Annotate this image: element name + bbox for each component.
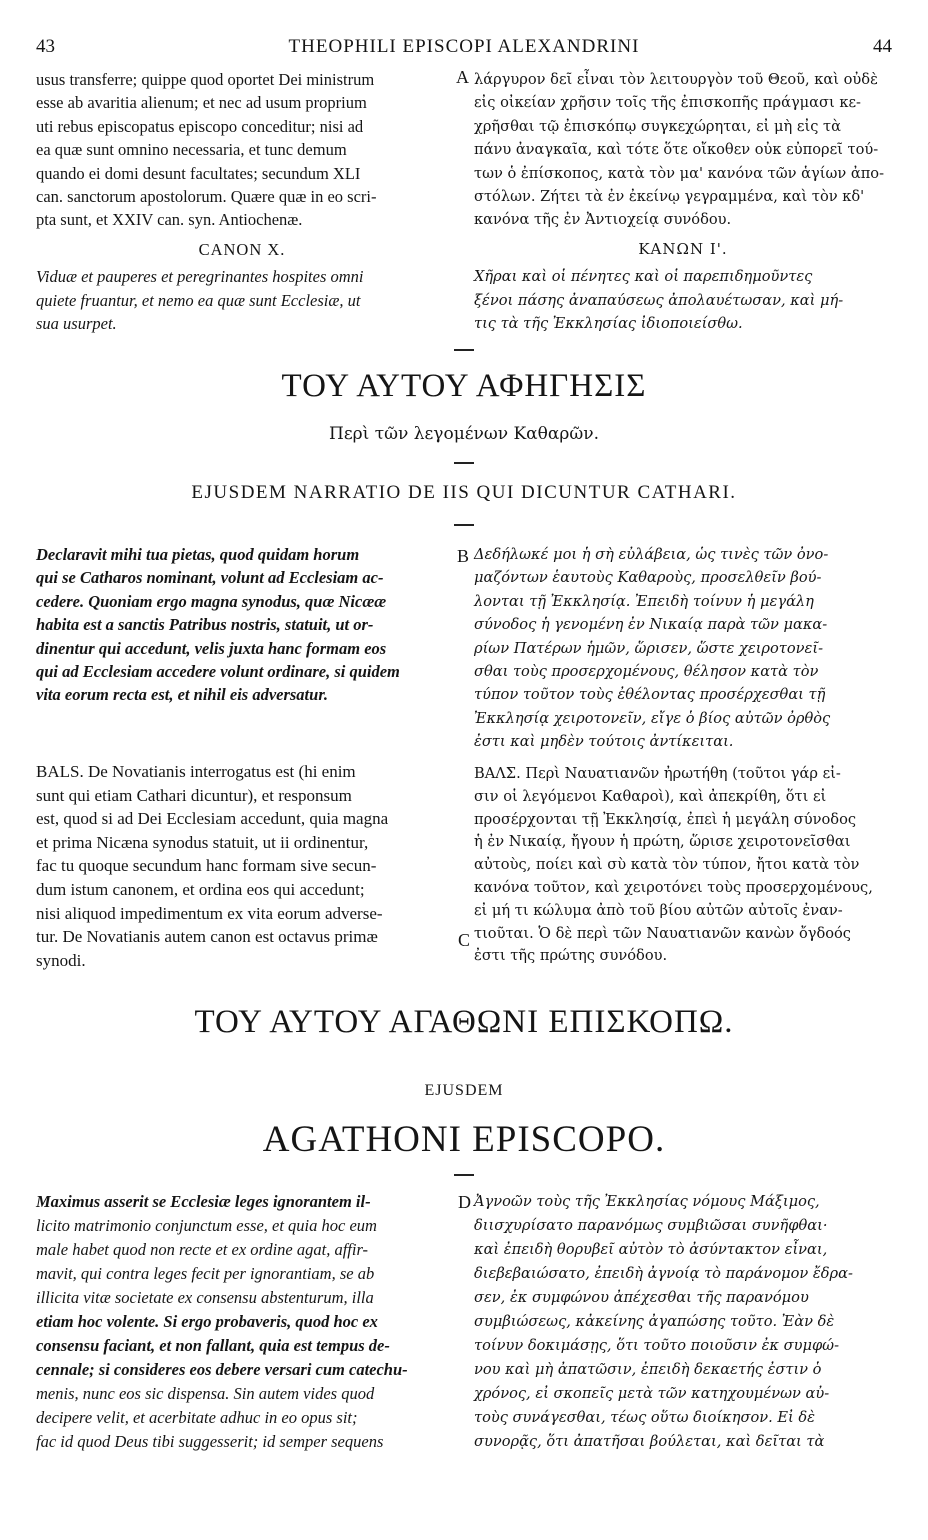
greek-line: ἐστι καὶ μηδὲν τούτοις ἀντίκειται. [474,733,734,751]
latin-line: dinentur qui accedunt, velis juxta hanc formam eos [36,638,387,658]
section3-greek-title: ΤΟΥ ΑΥΤΟΥ ΑΓΑΘΩΝΙ ΕΠΙΣΚΟΠΩ. [194,1004,734,1040]
greek-line: τύπον τοῦτον τοὺς ἐθέλοντας προσέρχεσθαι τῇ [474,686,826,704]
section2-latin-title: EJUSDEM NARRATIO DE IIS QUI DICUNTUR CATHARI. [191,482,737,503]
greek-line: μαζόντων ἑαυτοὺς Καθαροὺς, προσελθεῖν βού- [474,569,822,587]
section3-greek-column [474,1190,892,1454]
page-number-right: 44 [873,36,892,57]
greek-line: νου καὶ μὴ ἀπατῶσιν, ἐπειδὴ δεκαετής ἐστιν ὁ [474,1361,822,1378]
greek-line: εἰς οἰκείαν χρῆσιν τοῖς τῆς ἐπισκοπῆς πράγμασι κε- [474,94,861,112]
section2-greek-subtitle: Περὶ τῶν λεγομένων Καθαρῶν. [329,424,599,444]
balsamon-greek-column [474,763,892,968]
latin-line: vita eorum recta est, et nihil eis adversatur. [36,685,328,705]
latin-line: cedere. Quoniam ergo magna synodus, quæ Nicææ [36,591,387,611]
greek-line: συνορᾷς, ὅτι ἀπατῆσαι βούλεται, καὶ δεῖται τὰ [474,1433,825,1450]
bals-greek-line: ἡ ἐν Νικαίᾳ, ἤγουν ἡ πρώτη, ὥρισε χειροτονεῖσθαι [474,833,851,851]
greek-line: διεβεβαιώσατο, ἐπειδὴ ἀγνοίᾳ τὸ παράνομον ἔδρα- [474,1265,853,1282]
margin-letter-c: C [458,930,471,950]
bals-greek-line: προσέρχονται τῇ Ἐκκλησίᾳ, ἐπεὶ ἡ μεγάλη σύνοδος [474,810,857,828]
latin-canon-line: sua usurpet. [36,314,117,334]
latin-line: cennale; si consideres eos debere versari cum catechu- [36,1360,408,1379]
balsamon-latin-column [36,760,448,972]
latin-line: etiam hoc volente. Si ergo probaveris, quod hoc ex [36,1312,378,1331]
greek-line: Ἐκκλησίᾳ χειροτονεῖν, εἴγε ὁ βίος αὐτῶν ὀρθὸς [474,709,831,727]
latin-line: usus transferre; quippe quod oportet Dei ministrum [36,70,375,89]
greek-line: κανόνα τῆς ἐν Ἀντιοχείᾳ συνόδου. [474,211,732,229]
greek-line: λάργυρον δεῖ εἶναι τὸν λειτουργὸν τοῦ Θεοῦ, καὶ οὐδὲ [474,71,878,88]
bals-greek-line: αὐτοὺς, ποίει καὶ σὺ κατὰ τὸν τύπον, ἤτοι κατὰ τὸν [474,856,860,874]
margin-letter-d: D [458,1192,471,1212]
bals-latin-line: est, quod si ad Dei Ecclesiam accedunt, quia magna [36,809,389,829]
latin-canon-line: Viduæ et pauperes et peregrinantes hospites omni [36,267,364,287]
bals-greek-line: εἰ μή τι κώλυμα ἀπὸ τοῦ βίου αὐτῶν αὐτοῖς ἐναν- [474,901,843,919]
latin-line: male habet quod non recte et ex ordine agat, affir- [36,1240,369,1259]
latin-line: pta sunt, et XXIV can. syn. Antiochenæ. [36,210,303,230]
separator-dash [454,1174,474,1176]
greek-line: πάνυ ἀναγκαῖα, καὶ τότε ὅτε οἴκοθεν οὐκ εὐπορεῖ τού- [474,141,879,159]
greek-line: σεν, ἐκ συμφώνου ἀπέχεσθαι τῆς παρανόμου [474,1289,809,1306]
separator-dash [454,524,474,526]
greek-line: Δεδήλωκέ μοι ἡ σὴ εὐλάβεια, ὡς τινὲς τῶν ὀνο- [474,546,829,563]
latin-line: mavit, qui contra leges fecit per ignorantiam, se ab [36,1264,375,1283]
bals-latin-label: BALS. [36,762,84,781]
bals-latin-line: sunt qui etiam Cathari dicuntur), et responsum [36,785,352,805]
section3-latin-title-small: EJUSDEM [424,1082,504,1099]
bals-greek-line: τιοῦται. Ὁ δὲ περὶ τῶν Ναυατιανῶν κανὼν ὄγδοός [474,924,851,942]
greek-line: χρῆσθαι τῷ ἐπισκόπῳ συγκεχώρηται, εἰ μὴ εἰς τὰ [474,117,841,135]
greek-line: διισχυρίσατο παρανόμως συμβιῶσαι συνῆφθαι· [474,1217,828,1234]
page-number-left: 43 [36,36,55,57]
greek-line: λονται τῇ Ἐκκλησίᾳ. Ἐπειδὴ τοίνυν ἡ μεγάλη [474,592,814,610]
latin-line: ea quæ sunt omnino necessaria, et tunc demum [36,140,347,160]
bals-latin-first-line [36,760,448,784]
greek-canon-heading: ΚΑΝΩΝ Ι'. [638,239,728,258]
latin-line: illicita vitæ societate ex consensu abstenturum, illa [36,1288,374,1307]
greek-line: καὶ ἐπειδὴ θορυβεῖ αὐτὸν τὸ ἀσύντακτον εἶναι, [474,1241,828,1258]
greek-line: σύνοδος ἡ γενομένη ἐν Νικαίᾳ παρὰ τῶν μακα- [474,616,828,634]
latin-line: qui ad Ecclesiam accedere volunt ordinare, si quidem [36,662,400,682]
separator-dash [454,462,474,464]
greek-line: των ὁ ἐπίσκοπος, κατὰ τὸν μα' κανόνα τῶν ἁγίων ἀπο- [474,164,885,182]
greek-line: συμβιώσεως, κἀκείνης ἀγαπώσης τοῦτο. Ἐὰν δὲ [474,1313,835,1330]
greek-line: στόλων. Ζήτει τὰ ἐν ἐκείνῳ γεγραμμένα, καὶ τὸν κδ' [474,188,865,206]
margin-letter-a: A [456,67,469,87]
bals-greek-line: σιν οἱ λεγόμενοι Καθαροὶ), καὶ ἀπεκρίθη, ὅτι εἰ [474,787,827,805]
greek-line: σθαι τοὺς προσερχομένους, θέλησον κατὰ τὸν [474,663,819,681]
margin-letter-b: B [457,546,470,566]
section2-greek-title: ΤΟΥ ΑΥΤΟΥ ΑΦΗΓΗΣΙΣ [281,368,647,404]
bals-latin-line: nisi aliquod impedimentum ex vita eorum adverse- [36,903,383,923]
greek-canon-line: ξένοι πάσης ἀναπαύσεως ἀπολαυέτωσαν, καὶ μή- [474,291,844,309]
latin-line: quando ei domi desunt facultates; secundum XLI [36,163,361,183]
bals-latin-line: fac tu quoque secundum hanc formam sive secun- [36,856,377,876]
greek-line: Ἀγνοῶν τοὺς τῆς Ἐκκλησίας νόμους Μάξιμος, [474,1193,820,1210]
latin-line: uti rebus episcopatus episcopo conceditur; nisi ad [36,116,364,136]
section1-latin-column [36,68,448,335]
latin-line: fac id quod Deus tibi suggesserit; id semper sequens [36,1432,384,1451]
latin-line: habita est a sanctis Patribus nostris, statuit, ut or- [36,615,374,635]
greek-line: τοὺς συνάγεσθαι, τέως οὕτω διοίκησον. Εἰ δὲ [474,1409,816,1426]
latin-line: consensu faciant, et non fallant, quia est tempus de- [36,1336,390,1355]
bals-greek-first-line [474,763,892,786]
section3-latin-column [36,1190,448,1454]
greek-line: χρόνος, εἰ σκοπεῖς μετὰ τῶν κατηχουμένων αὐ- [474,1385,830,1402]
bals-greek-line: ἐστι τῆς πρώτης συνόδου. [474,947,668,965]
latin-line: Maximus asserit se Ecclesiæ leges ignorantem il- [36,1192,371,1211]
running-title: THEOPHILI EPISCOPI ALEXANDRINI [288,36,640,57]
latin-line: decipere velit, et acerbitate adhuc in eo opus sit; [36,1408,358,1427]
running-header [36,36,892,62]
section1-greek-column [474,68,892,335]
greek-canon-line: τις τὰ τῆς Ἐκκλησίας ἰδιοποιείσθω. [474,315,743,333]
section2-greek-column [474,543,892,754]
latin-line: licito matrimonio conjunctum esse, et quia hoc eum [36,1216,377,1235]
bals-latin-line: dum istum canonem, et ordina eos qui accedunt; [36,879,365,899]
latin-canon-line: quiete fruantur, et nemo ea quæ sunt Ecclesiæ, ut [36,290,361,310]
bals-latin-line: synodi. [36,950,86,970]
greek-line: ρίων Πατέρων ἡμῶν, ὥρισεν, ὥστε χειροτονεῖ- [474,639,823,657]
latin-line: Declaravit mihi tua pietas, quod quidam horum [36,545,360,564]
bals-latin-line: et prima Nicæna synodus statuit, ut ii ordinentur, [36,832,369,852]
bals-greek-label: ΒΑΛΣ. [474,765,521,782]
bals-greek-line: κανόνα τοῦτον, καὶ χειροτόνει τοὺς προσερχομένους, [474,878,873,896]
bals-latin-line: De Novatianis interrogatus est (hi enim [83,762,356,781]
latin-line: menis, nunc eos sic dispensa. Sin autem vides quod [36,1384,375,1403]
bals-latin-line: tur. De Novatianis autem canon est octavus primæ [36,927,378,947]
section2-latin-column [36,543,448,707]
bals-greek-line: Περὶ Ναυατιανῶν ἠρωτήθη (τοῦτοι γάρ εἰ- [520,765,841,782]
greek-canon-line: Χῆραι καὶ οἱ πένητες καὶ οἱ παρεπιδημοῦντες [474,268,813,286]
latin-canon-heading: CANON X. [198,239,286,259]
greek-line: τοίνυν δοκιμάσῃς, ὅτι τοῦτο ποιοῦσιν ἐκ συμφώ- [474,1337,840,1354]
latin-line: qui se Catharos nominant, volunt ad Ecclesiam ac- [36,568,384,588]
separator-dash [454,349,474,351]
latin-line: can. sanctorum apostolorum. Quære quæ in eo scri- [36,187,377,207]
section3-latin-title-big: AGATHONI EPISCOPO. [262,1119,666,1160]
latin-line: esse ab avaritia alienum; et nec ad usum proprium [36,93,367,113]
